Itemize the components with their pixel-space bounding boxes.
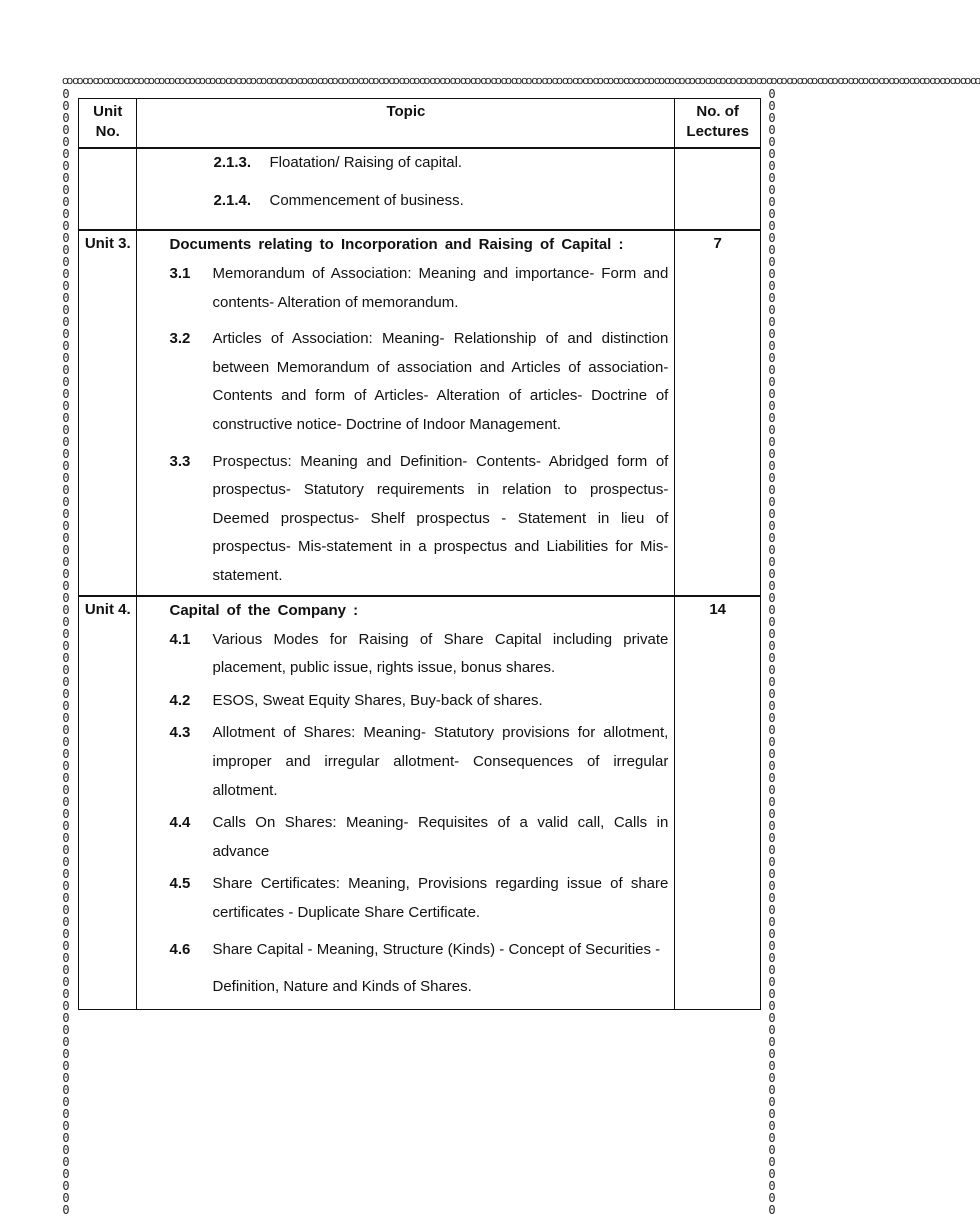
item-number: 4.2 [169, 691, 191, 709]
list-item [213, 191, 668, 211]
item-text: Prospectus: Meaning and Definition- Contents- Abridged form of prospectus- Statutory requirements in relation to prospectus- Deemed prospectus- Shelf prospectus - Statement in lieu of prospectus- Mis-statement in a prospectus and Liabilities for Mis-statement. [212, 452, 669, 584]
item-text: Allotment of Shares: Meaning- Statutory provisions for allotment, improper and irregular allotment- Consequences of irregular allotment. [212, 724, 669, 799]
list-item [169, 260, 668, 317]
unit-4-row [79, 596, 761, 1010]
unit-4-lectures: 14 [675, 596, 761, 1010]
unit-3-row [79, 230, 761, 596]
header-lectures: No. of Lectures [675, 99, 761, 149]
decorative-border-top: ꝏꝏꝏꝏꝏꝏꝏꝏꝏꝏꝏꝏꝏꝏꝏꝏꝏꝏꝏꝏꝏꝏꝏꝏꝏꝏꝏꝏꝏꝏꝏꝏꝏꝏꝏꝏꝏꝏꝏꝏꝏꝏꝏꝏꝏꝏꝏꝏꝏꝏꝏꝏꝏꝏꝏꝏꝏꝏꝏꝏꝏꝏꝏꝏꝏꝏꝏꝏꝏꝏꝏꝏꝏꝏꝏꝏꝏꝏꝏꝏꝏꝏꝏꝏꝏꝏꝏꝏꝏꝏ [62, 74, 980, 87]
item-number: 3.1 [169, 265, 191, 282]
item-number: 2.1.4. [213, 192, 252, 209]
decorative-border-left: 0000000000000000000000000000000000000000000000000000000000000000000000000000000000000000000000 [62, 87, 70, 1217]
item-text: Various Modes for Raising of Share Capital including private placement, public issue, rights issue, bonus shares. [212, 630, 669, 677]
list-item [213, 153, 668, 173]
item-text: Memorandum of Association: Meaning and importance- Form and contents- Alteration of memorandum. [212, 265, 669, 311]
unit-4-title: Capital of the Company : [169, 601, 359, 619]
continuation-row [79, 148, 761, 230]
item-text: Share Capital - Meaning, Structure (Kinds) - Concept of Securities - Definition, Nature and Kinds of Shares. [212, 941, 661, 996]
syllabus-table [78, 98, 761, 1010]
table-header-row [79, 99, 761, 149]
item-number: 4.1 [169, 630, 191, 648]
list-item [169, 448, 668, 591]
list-item [169, 809, 668, 866]
item-text: Commencement of business. [269, 192, 464, 209]
unit-4-label: Unit 4. [79, 596, 137, 1010]
unit-3-label: Unit 3. [79, 230, 137, 596]
item-number: 3.3 [169, 452, 191, 470]
item-number: 4.5 [169, 875, 191, 893]
item-number: 4.3 [169, 724, 191, 742]
item-number: 2.1.3. [213, 154, 252, 171]
list-item [169, 325, 668, 439]
list-item [169, 719, 668, 805]
item-number: 4.6 [169, 941, 191, 959]
header-unit: Unit No. [79, 99, 137, 149]
item-text: ESOS, Sweat Equity Shares, Buy-back of shares. [212, 691, 543, 709]
list-item [169, 687, 668, 716]
item-text: Share Certificates: Meaning, Provisions regarding issue of share certificates - Duplicate Share Certificate. [212, 875, 669, 921]
list-item [169, 870, 668, 927]
list-item [169, 931, 668, 1005]
unit-3-lectures: 7 [675, 230, 761, 596]
list-item [169, 626, 668, 683]
unit-3-title: Documents relating to Incorporation and Raising of Capital : [169, 236, 624, 253]
item-number: 3.2 [169, 330, 191, 348]
item-text: Calls On Shares: Meaning- Requisites of a valid call, Calls in advance [212, 814, 669, 860]
decorative-border-right: 0000000000000000000000000000000000000000000000000000000000000000000000000000000000000000000000 [768, 87, 776, 1217]
item-number: 4.4 [169, 814, 191, 832]
item-text: Articles of Association: Meaning- Relationship of and distinction between Memorandum of association and Articles of association- Contents and form of Articles- Alteration of articles- Doctrine of constructive notice- Doctrine of Indoor Management. [212, 330, 669, 433]
header-topic: Topic [137, 99, 675, 149]
item-text: Floatation/ Raising of capital. [269, 154, 463, 171]
